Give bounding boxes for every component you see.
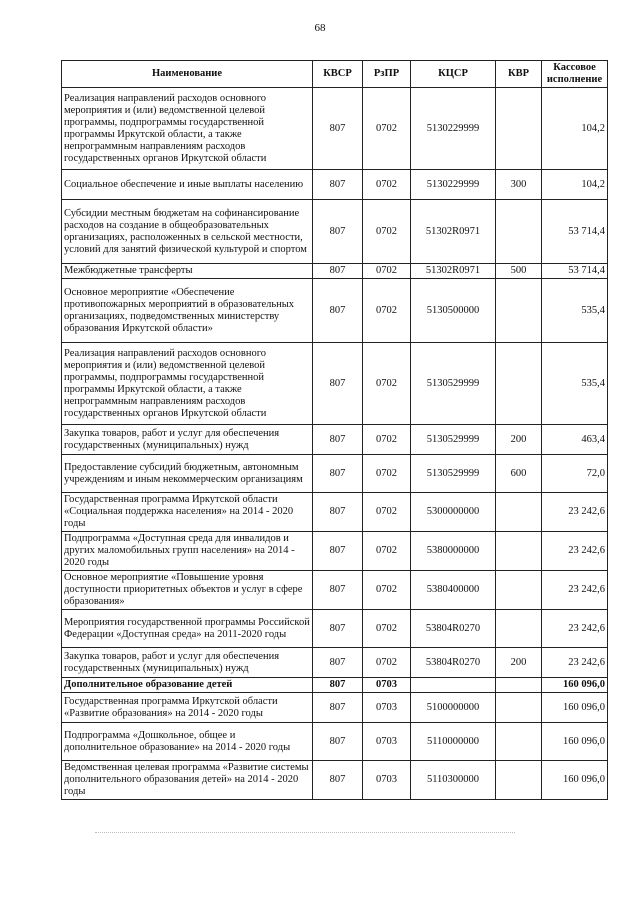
cell-name: Субсидии местным бюджетам на софинансирование расходов на создание в общеобразовательных организациях, расположенных в сельской местности, условий для занятий физической культурой и спортом xyxy=(62,200,313,264)
table-row xyxy=(62,610,608,648)
cell-kcsr: 5130229999 xyxy=(411,88,496,170)
cell-rzpr: 0702 xyxy=(363,88,411,170)
cell-amount: 160 096,0 xyxy=(542,761,608,800)
cell-kcsr: 5130529999 xyxy=(411,455,496,493)
cell-rzpr: 0702 xyxy=(363,648,411,678)
cell-amount: 535,4 xyxy=(542,279,608,343)
cell-name: Закупка товаров, работ и услуг для обеспечения государственных (муниципальных) нужд xyxy=(62,648,313,678)
cell-amount: 53 714,4 xyxy=(542,200,608,264)
cell-rzpr: 0702 xyxy=(363,200,411,264)
cell-rzpr: 0702 xyxy=(363,343,411,425)
cell-rzpr: 0702 xyxy=(363,455,411,493)
cell-kvsr: 807 xyxy=(313,264,363,279)
cell-kvr: 200 xyxy=(496,425,542,455)
cell-kvsr: 807 xyxy=(313,343,363,425)
cell-amount: 23 242,6 xyxy=(542,493,608,532)
cell-rzpr: 0702 xyxy=(363,425,411,455)
cell-kvr: 200 xyxy=(496,648,542,678)
cell-kvsr: 807 xyxy=(313,571,363,610)
cell-rzpr: 0702 xyxy=(363,532,411,571)
cell-amount: 160 096,0 xyxy=(542,723,608,761)
cell-kcsr xyxy=(411,678,496,693)
cell-amount: 160 096,0 xyxy=(542,693,608,723)
cell-kvsr: 807 xyxy=(313,678,363,693)
cell-kcsr: 5300000000 xyxy=(411,493,496,532)
cell-kcsr: 5130529999 xyxy=(411,425,496,455)
table-row xyxy=(62,723,608,761)
table-row xyxy=(62,648,608,678)
cell-rzpr: 0703 xyxy=(363,678,411,693)
cell-name: Реализация направлений расходов основного мероприятия и (или) ведомственной целевой программы, подпрограммы государственной программы Иркутской области, а также непрограммным направлениям расходов государственных органов Иркутской области xyxy=(62,343,313,425)
header-kcsr: КЦСР xyxy=(411,61,496,88)
cell-kvr: 500 xyxy=(496,264,542,279)
cell-kvr xyxy=(496,88,542,170)
cell-name: Дополнительное образование детей xyxy=(62,678,313,693)
table-row xyxy=(62,279,608,343)
table-row xyxy=(62,532,608,571)
cell-kcsr: 5380000000 xyxy=(411,532,496,571)
table-row xyxy=(62,455,608,493)
cell-rzpr: 0702 xyxy=(363,571,411,610)
cell-amount: 72,0 xyxy=(542,455,608,493)
cell-amount: 160 096,0 xyxy=(542,678,608,693)
cell-kvr: 600 xyxy=(496,455,542,493)
table-row xyxy=(62,170,608,200)
table-row xyxy=(62,571,608,610)
cell-rzpr: 0702 xyxy=(363,493,411,532)
cell-kcsr: 5130229999 xyxy=(411,170,496,200)
table-row xyxy=(62,264,608,279)
cell-kvsr: 807 xyxy=(313,693,363,723)
cell-amount: 463,4 xyxy=(542,425,608,455)
cell-kvr xyxy=(496,761,542,800)
cell-kvsr: 807 xyxy=(313,761,363,800)
cell-amount: 23 242,6 xyxy=(542,610,608,648)
cell-kvsr: 807 xyxy=(313,493,363,532)
cell-name: Подпрограмма «Дошкольное, общее и дополнительное образование» на 2014 - 2020 годы xyxy=(62,723,313,761)
cell-amount: 23 242,6 xyxy=(542,532,608,571)
cell-rzpr: 0702 xyxy=(363,170,411,200)
budget-table xyxy=(61,60,608,800)
cell-name: Межбюджетные трансферты xyxy=(62,264,313,279)
cell-kvsr: 807 xyxy=(313,610,363,648)
cell-name: Реализация направлений расходов основного мероприятия и (или) ведомственной целевой программы, подпрограммы государственной программы Иркутской области, а также непрограммным направлениям расходов государственных органов Иркутской области xyxy=(62,88,313,170)
cell-name: Подпрограмма «Доступная среда для инвалидов и других маломобильных групп населения» на 2014 - 2020 годы xyxy=(62,532,313,571)
cell-kvsr: 807 xyxy=(313,648,363,678)
cell-kcsr: 51302R0971 xyxy=(411,264,496,279)
cell-kvsr: 807 xyxy=(313,88,363,170)
table-row xyxy=(62,678,608,693)
cell-kvr xyxy=(496,678,542,693)
cell-rzpr: 0702 xyxy=(363,264,411,279)
cell-kvsr: 807 xyxy=(313,723,363,761)
table-header-row xyxy=(62,61,608,88)
cell-kcsr: 5380400000 xyxy=(411,571,496,610)
cell-rzpr: 0703 xyxy=(363,723,411,761)
cell-name: Государственная программа Иркутской области «Социальная поддержка населения» на 2014 - 2020 годы xyxy=(62,493,313,532)
cell-kvr xyxy=(496,723,542,761)
cell-kcsr: 5110300000 xyxy=(411,761,496,800)
cell-kvr xyxy=(496,610,542,648)
header-name: Наименование xyxy=(62,61,313,88)
cell-kcsr: 51302R0971 xyxy=(411,200,496,264)
cell-kvr xyxy=(496,693,542,723)
cell-name: Основное мероприятие «Обеспечение противопожарных мероприятий в образовательных организациях, подведомственных министерству образования Иркутской области» xyxy=(62,279,313,343)
page-number: 68 xyxy=(314,22,326,34)
cell-kvr xyxy=(496,279,542,343)
table-row xyxy=(62,88,608,170)
table-row xyxy=(62,693,608,723)
cell-rzpr: 0703 xyxy=(363,761,411,800)
cell-amount: 53 714,4 xyxy=(542,264,608,279)
cell-kvsr: 807 xyxy=(313,532,363,571)
header-kvsr: КВСР xyxy=(313,61,363,88)
cell-kcsr: 53804R0270 xyxy=(411,648,496,678)
table-row xyxy=(62,200,608,264)
table-row xyxy=(62,425,608,455)
cell-rzpr: 0703 xyxy=(363,693,411,723)
cell-kvsr: 807 xyxy=(313,279,363,343)
header-kvr: КВР xyxy=(496,61,542,88)
cell-name: Основное мероприятие «Повышение уровня доступности приоритетных объектов и услуг в сфере образования» xyxy=(62,571,313,610)
cell-kvsr: 807 xyxy=(313,455,363,493)
cell-kvr xyxy=(496,571,542,610)
bottom-dotted-line xyxy=(95,832,515,833)
cell-amount: 535,4 xyxy=(542,343,608,425)
cell-kvsr: 807 xyxy=(313,170,363,200)
cell-rzpr: 0702 xyxy=(363,610,411,648)
cell-kvr xyxy=(496,493,542,532)
table-row xyxy=(62,343,608,425)
cell-rzpr: 0702 xyxy=(363,279,411,343)
cell-kvr: 300 xyxy=(496,170,542,200)
cell-kvr xyxy=(496,200,542,264)
cell-name: Социальное обеспечение и иные выплаты населению xyxy=(62,170,313,200)
cell-amount: 23 242,6 xyxy=(542,571,608,610)
cell-kvr xyxy=(496,343,542,425)
cell-name: Предоставление субсидий бюджетным, автономным учреждениям и иным некоммерческим организациям xyxy=(62,455,313,493)
cell-name: Ведомственная целевая программа «Развитие системы дополнительного образования детей» на 2014 - 2020 годы xyxy=(62,761,313,800)
cell-kcsr: 5110000000 xyxy=(411,723,496,761)
cell-kcsr: 53804R0270 xyxy=(411,610,496,648)
cell-kcsr: 5100000000 xyxy=(411,693,496,723)
header-rzpr: РзПР xyxy=(363,61,411,88)
cell-kvsr: 807 xyxy=(313,425,363,455)
cell-name: Мероприятия государственной программы Российской Федерации «Доступная среда» на 2011-2020 годы xyxy=(62,610,313,648)
cell-kcsr: 5130529999 xyxy=(411,343,496,425)
cell-kvsr: 807 xyxy=(313,200,363,264)
header-amount: Кассовое исполнение xyxy=(542,61,608,88)
table-row xyxy=(62,493,608,532)
table-row xyxy=(62,761,608,800)
cell-name: Государственная программа Иркутской области «Развитие образования» на 2014 - 2020 годы xyxy=(62,693,313,723)
cell-amount: 104,2 xyxy=(542,88,608,170)
cell-amount: 23 242,6 xyxy=(542,648,608,678)
cell-amount: 104,2 xyxy=(542,170,608,200)
cell-name: Закупка товаров, работ и услуг для обеспечения государственных (муниципальных) нужд xyxy=(62,425,313,455)
cell-kvr xyxy=(496,532,542,571)
cell-kcsr: 5130500000 xyxy=(411,279,496,343)
